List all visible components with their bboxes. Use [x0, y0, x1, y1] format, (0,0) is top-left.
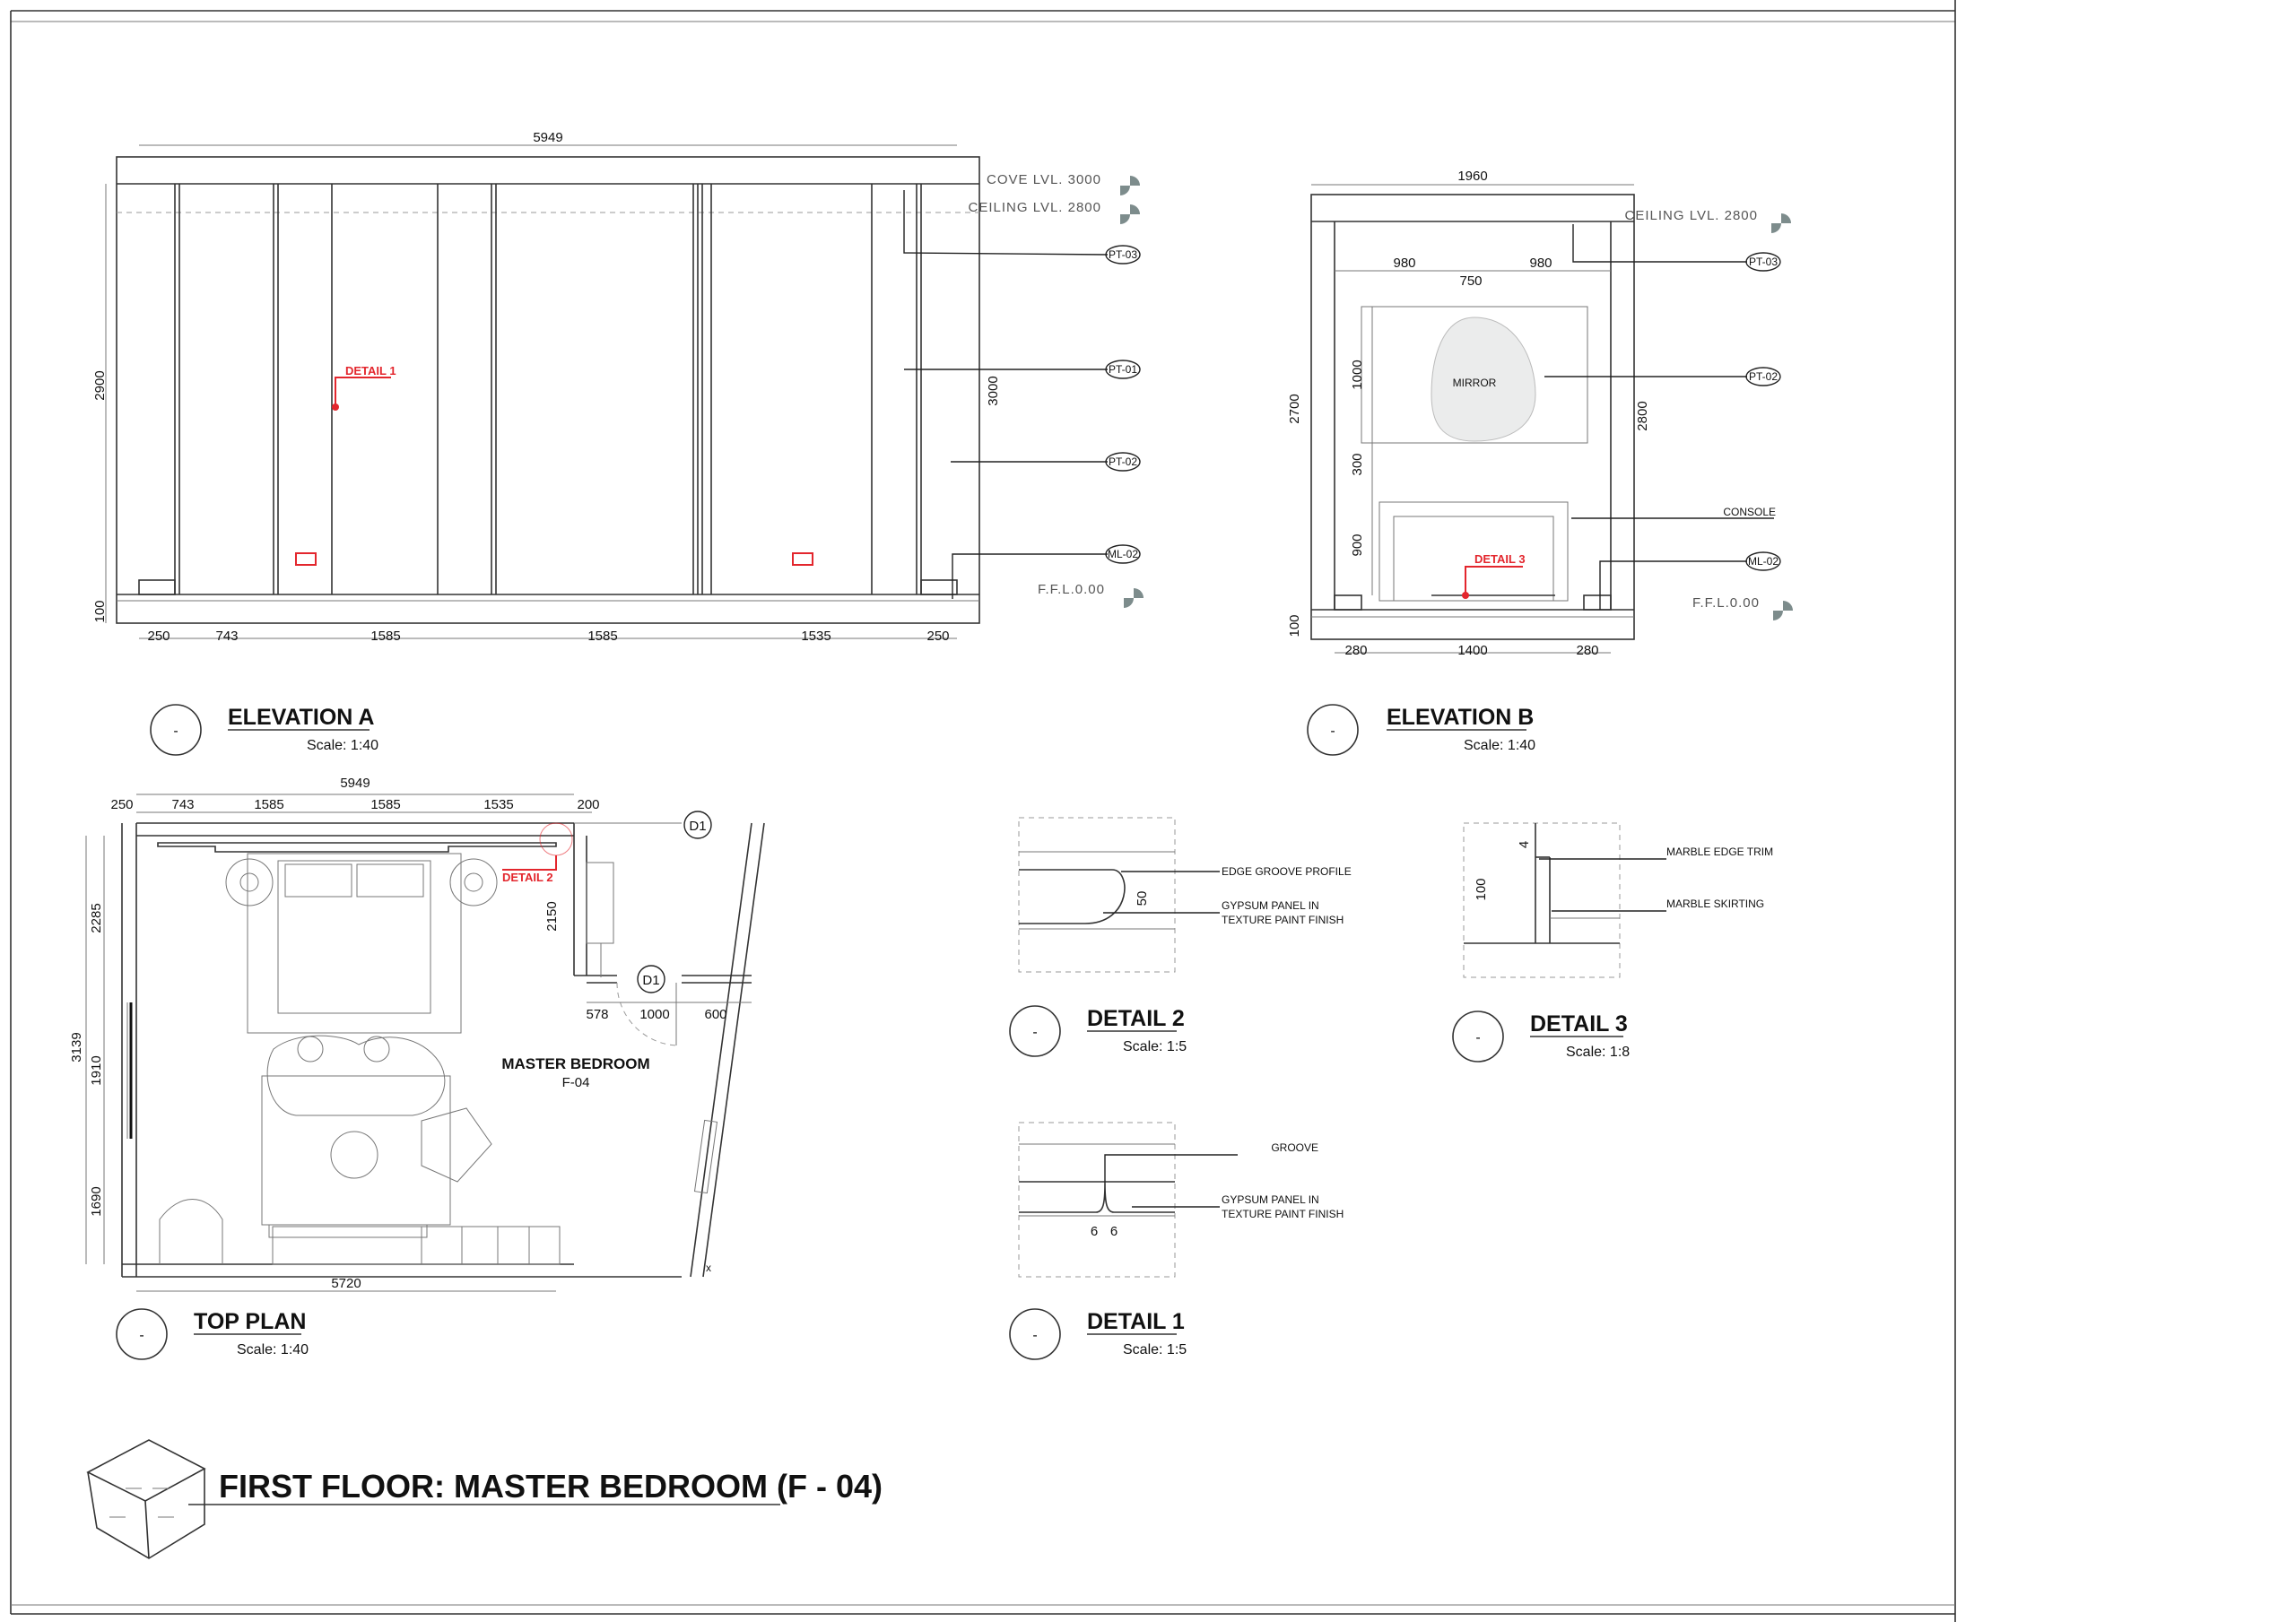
elevation-a-panel-grooves: [175, 184, 921, 594]
elevation-b-dim-right: 2800: [1635, 401, 1650, 431]
elevation-b-dim-left-inner-2: 300: [1350, 453, 1365, 476]
detail-3: [1453, 823, 1773, 1062]
elevation-b-tag-ml02: [1746, 552, 1780, 570]
detail-2-note-2: GYPSUM PANEL IN: [1222, 899, 1319, 912]
sheet-title-block: [88, 1440, 883, 1558]
elevation-a-title-block: [151, 705, 378, 755]
svg-text:DETAIL 2: DETAIL 2: [502, 871, 553, 884]
elevation-b-title: ELEVATION B: [1387, 705, 1535, 730]
elevation-a-tag-pt02: [1106, 453, 1140, 471]
top-plan-dim-top-6: 200: [577, 797, 600, 812]
detail-1-dim-2: 6: [1109, 1224, 1118, 1239]
svg-text:PT-01: PT-01: [1108, 363, 1138, 376]
top-plan-dim-top-3: 1585: [254, 797, 284, 812]
detail-1-note-3: TEXTURE PAINT FINISH: [1222, 1208, 1344, 1220]
elevation-b-dim-bottom-2: 1400: [1457, 643, 1488, 658]
elevation-b-tag-pt02: [1746, 368, 1780, 386]
detail-3-dim-1: 4: [1517, 840, 1532, 849]
top-plan-door-tag-2: [638, 966, 665, 993]
top-plan-room-code: F-04: [561, 1075, 590, 1090]
detail-2-title-block: [1010, 1006, 1187, 1056]
top-plan-room-name: MASTER BEDROOM: [501, 1055, 650, 1072]
level-marker-icon: [1120, 176, 1144, 608]
detail-1-scale: Scale: 1:5: [1123, 1342, 1187, 1357]
elevation-b-tag-pt03: [1746, 253, 1780, 271]
svg-text:PT-03: PT-03: [1108, 248, 1138, 261]
top-plan-dim-left-1: 2285: [89, 903, 104, 933]
detail-2-title: DETAIL 2: [1087, 1006, 1185, 1031]
elevation-a-dim-left-height: 2900: [92, 370, 108, 401]
detail-1-dim-1: 6: [1090, 1224, 1099, 1239]
svg-text:PT-03: PT-03: [1748, 256, 1779, 268]
elevation-a-dim-bottom-1: 250: [147, 629, 170, 644]
top-plan-title: TOP PLAN: [194, 1309, 307, 1334]
svg-text:ML-02: ML-02: [1107, 548, 1139, 560]
elevation-a-detail-callout: [332, 364, 396, 411]
elevation-b-dim-left-base: 100: [1287, 614, 1302, 638]
detail-3-symbol: -: [1475, 1030, 1481, 1045]
elevation-b: [1287, 169, 1793, 755]
elevation-b-dim-left-inner-1: 1000: [1350, 360, 1365, 390]
top-plan-dim-top-4: 1585: [370, 797, 401, 812]
top-plan-dim-door-3: 600: [704, 1007, 727, 1022]
top-plan-dim-door-2: 1000: [639, 1007, 670, 1022]
detail-3-title: DETAIL 3: [1530, 1011, 1628, 1037]
elevation-a-scale: Scale: 1:40: [307, 738, 379, 753]
top-plan-scale: Scale: 1:40: [237, 1342, 309, 1357]
elevation-a-tag-pt03: [1106, 246, 1140, 264]
elevation-a: [92, 130, 1144, 755]
elevation-a-dim-left-base: 100: [92, 600, 108, 623]
top-plan-dim-left-3: 1690: [89, 1186, 104, 1217]
svg-text:DETAIL 3: DETAIL 3: [1474, 552, 1526, 566]
elevation-b-dim-left-outer: 2700: [1287, 394, 1302, 424]
elevation-a-level-cove: COVE LVL. 3000: [987, 172, 1101, 187]
elevation-a-dim-top: 5949: [533, 130, 563, 145]
detail-2-note-1: EDGE GROOVE PROFILE: [1222, 865, 1352, 878]
top-plan-dim-left-2: 1910: [89, 1055, 104, 1086]
detail-2-scale: Scale: 1:5: [1123, 1039, 1187, 1054]
top-plan-dim-top-5: 1535: [483, 797, 514, 812]
elevation-b-mirror-label: MIRROR: [1452, 377, 1497, 389]
top-plan-dim-left-overall: 3139: [69, 1032, 84, 1063]
svg-text:ML-02: ML-02: [1747, 555, 1779, 568]
elevation-b-level-ffl: F.F.L.0.00: [1692, 595, 1760, 611]
top-plan: [69, 776, 764, 1359]
elevation-b-dim-inner-2: 750: [1459, 273, 1483, 289]
detail-3-note-2: MARBLE SKIRTING: [1666, 898, 1765, 910]
top-plan-dim-door-1: 578: [586, 1007, 609, 1022]
elevation-b-dim-inner-1: 980: [1393, 256, 1416, 271]
elevation-a-tag-ml02: [1106, 545, 1140, 563]
top-plan-dim-top-2: 743: [171, 797, 195, 812]
elevation-a-tag-pt01: [1106, 360, 1140, 378]
detail-2: [1010, 818, 1352, 1056]
top-plan-gap-mark: x: [706, 1262, 711, 1274]
elevation-b-detail-callout: [1462, 552, 1526, 599]
elevation-b-symbol: -: [1330, 724, 1335, 739]
elevation-a-dim-bottom-5: 1535: [801, 629, 831, 644]
svg-text:DETAIL 1: DETAIL 1: [345, 364, 396, 377]
elevation-b-dim-top: 1960: [1457, 169, 1488, 184]
top-plan-dim-top-1: 250: [110, 797, 134, 812]
elevation-b-title-block: [1308, 705, 1535, 755]
elevation-a-dim-bottom-3: 1585: [370, 629, 401, 644]
detail-2-note-3: TEXTURE PAINT FINISH: [1222, 914, 1344, 926]
top-plan-dim-overall: 5949: [340, 776, 370, 791]
detail-1-note-2: GYPSUM PANEL IN: [1222, 1193, 1319, 1206]
elevation-a-level-ffl: F.F.L.0.00: [1037, 582, 1105, 597]
top-plan-door-tag-1: [684, 811, 711, 838]
sheet-title: FIRST FLOOR: MASTER BEDROOM (F - 04): [219, 1468, 883, 1505]
top-plan-symbol: -: [139, 1328, 144, 1343]
svg-text:PT-02: PT-02: [1108, 455, 1138, 468]
detail-2-dim: 50: [1135, 890, 1150, 906]
elevation-b-dim-left-inner-3: 900: [1350, 533, 1365, 557]
detail-3-note-1: MARBLE EDGE TRIM: [1666, 846, 1774, 858]
elevation-a-dim-right-height: 3000: [986, 376, 1001, 406]
elevation-b-console-label: CONSOLE: [1723, 506, 1776, 518]
detail-1-title-block: [1010, 1309, 1187, 1359]
detail-1-note-1: GROOVE: [1271, 1141, 1318, 1154]
svg-text:D1: D1: [689, 819, 707, 834]
sheet-frame: [11, 0, 1955, 1622]
elevation-b-dim-inner-3: 980: [1529, 256, 1552, 271]
detail-1-symbol: -: [1032, 1328, 1038, 1343]
elevation-a-dim-bottom-4: 1585: [587, 629, 618, 644]
elevation-b-dim-bottom-1: 280: [1344, 643, 1368, 658]
top-plan-title-block: [117, 1309, 309, 1359]
elevation-a-symbol: -: [173, 724, 178, 739]
svg-text:PT-02: PT-02: [1748, 370, 1779, 383]
top-plan-dim-wardrobe: 2150: [544, 901, 560, 932]
elevation-a-title: ELEVATION A: [228, 705, 375, 730]
top-plan-detail-callout: [502, 823, 572, 884]
elevation-b-scale: Scale: 1:40: [1464, 738, 1536, 753]
cube-icon: [88, 1440, 204, 1558]
detail-1: [1010, 1123, 1344, 1359]
top-plan-dim-bottom: 5720: [331, 1276, 361, 1291]
elevation-a-level-ceiling: CEILING LVL. 2800: [968, 200, 1101, 215]
elevation-b-level-ceiling: CEILING LVL. 2800: [1624, 208, 1758, 223]
detail-3-scale: Scale: 1:8: [1566, 1045, 1631, 1060]
detail-1-title: DETAIL 1: [1087, 1309, 1185, 1334]
elevation-a-dim-bottom-2: 743: [215, 629, 239, 644]
detail-3-title-block: [1453, 1011, 1630, 1062]
detail-2-symbol: -: [1032, 1025, 1038, 1040]
svg-text:D1: D1: [642, 973, 660, 988]
elevation-b-dim-bottom-3: 280: [1576, 643, 1599, 658]
detail-3-dim-2: 100: [1474, 878, 1489, 901]
elevation-a-dim-bottom-6: 250: [926, 629, 950, 644]
